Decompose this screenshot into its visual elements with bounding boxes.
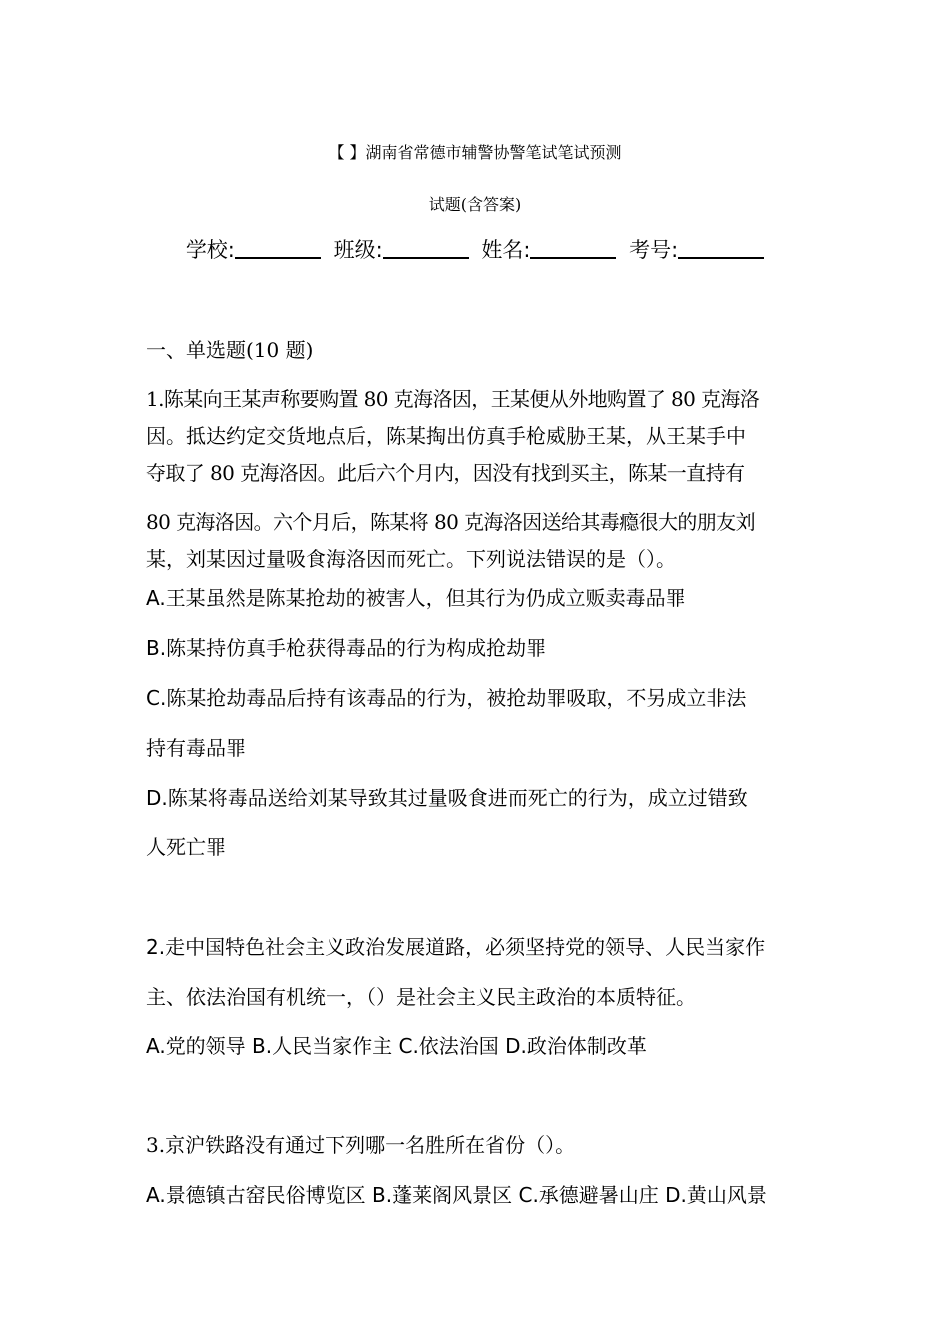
question-1-stem-line-5: 某，刘某因过量吸食海洛因而死亡。下列说法错误的是（）。 [146, 547, 676, 571]
question-1-option-a: A.王某虽然是陈某抢劫的被害人，但其行为仍成立贩卖毒品罪 [146, 586, 686, 610]
name-label: 姓名: [481, 238, 531, 262]
exam-number-label: 考号: [629, 238, 679, 262]
school-blank [235, 257, 321, 259]
question-1-stem-line-4: 80 克海洛因。六个月后，陈某将 80 克海洛因送给其毒瘾很大的朋友刘 [146, 510, 755, 534]
doc-title-line-2: 试题(含答案) [428, 195, 522, 214]
question-1-stem-line-3: 夺取了 80 克海洛因。此后六个月内，因没有找到买主，陈某一直持有 [146, 461, 745, 485]
exam-number-blank [678, 257, 764, 259]
question-2-options: A.党的领导 B.人民当家作主 C.依法治国 D.政治体制改革 [146, 1034, 647, 1058]
question-3-options: A.景德镇古窑民俗博览区 B.蓬莱阁风景区 C.承德避暑山庄 D.黄山风景 [146, 1183, 767, 1207]
question-1-option-b: B.陈某持仿真手枪获得毒品的行为构成抢劫罪 [146, 636, 547, 660]
question-1-option-c-line-1: C.陈某抢劫毒品后持有该毒品的行为，被抢劫罪吸取，不另成立非法 [146, 686, 747, 710]
question-2-stem-line-1: 2.走中国特色社会主义政治发展道路，必须坚持党的领导、人民当家作 [146, 935, 766, 959]
student-info-fields [0, 234, 950, 266]
question-1-option-c-line-2: 持有毒品罪 [146, 736, 246, 760]
class-blank [383, 257, 469, 259]
question-1-stem-line-2: 因。抵达约定交货地点后，陈某掏出仿真手枪威胁王某，从王某手中 [146, 424, 746, 448]
section-heading: 一、单选题(10 题) [146, 338, 314, 362]
name-field [481, 238, 616, 262]
exam-number-field [629, 238, 764, 262]
doc-title-line-1: 【 】湖南省常德市辅警协警笔试笔试预测 [328, 143, 622, 162]
class-label: 班级: [333, 238, 383, 262]
question-1-stem-line-1: 1.陈某向王某声称要购置 80 克海洛因，王某便从外地购置了 80 克海洛 [146, 387, 760, 411]
name-blank [530, 257, 616, 259]
question-2-stem-line-2: 主、依法治国有机统一，（）是社会主义民主政治的本质特征。 [146, 985, 696, 1009]
question-1-option-d-line-2: 人死亡罪 [146, 835, 226, 859]
school-label: 学校: [185, 238, 235, 262]
question-3-stem: 3.京沪铁路没有通过下列哪一名胜所在省份（）。 [146, 1133, 576, 1157]
school-field [186, 238, 321, 262]
class-field [334, 238, 469, 262]
question-1-option-d-line-1: D.陈某将毒品送给刘某导致其过量吸食进而死亡的行为，成立过错致 [146, 786, 748, 810]
